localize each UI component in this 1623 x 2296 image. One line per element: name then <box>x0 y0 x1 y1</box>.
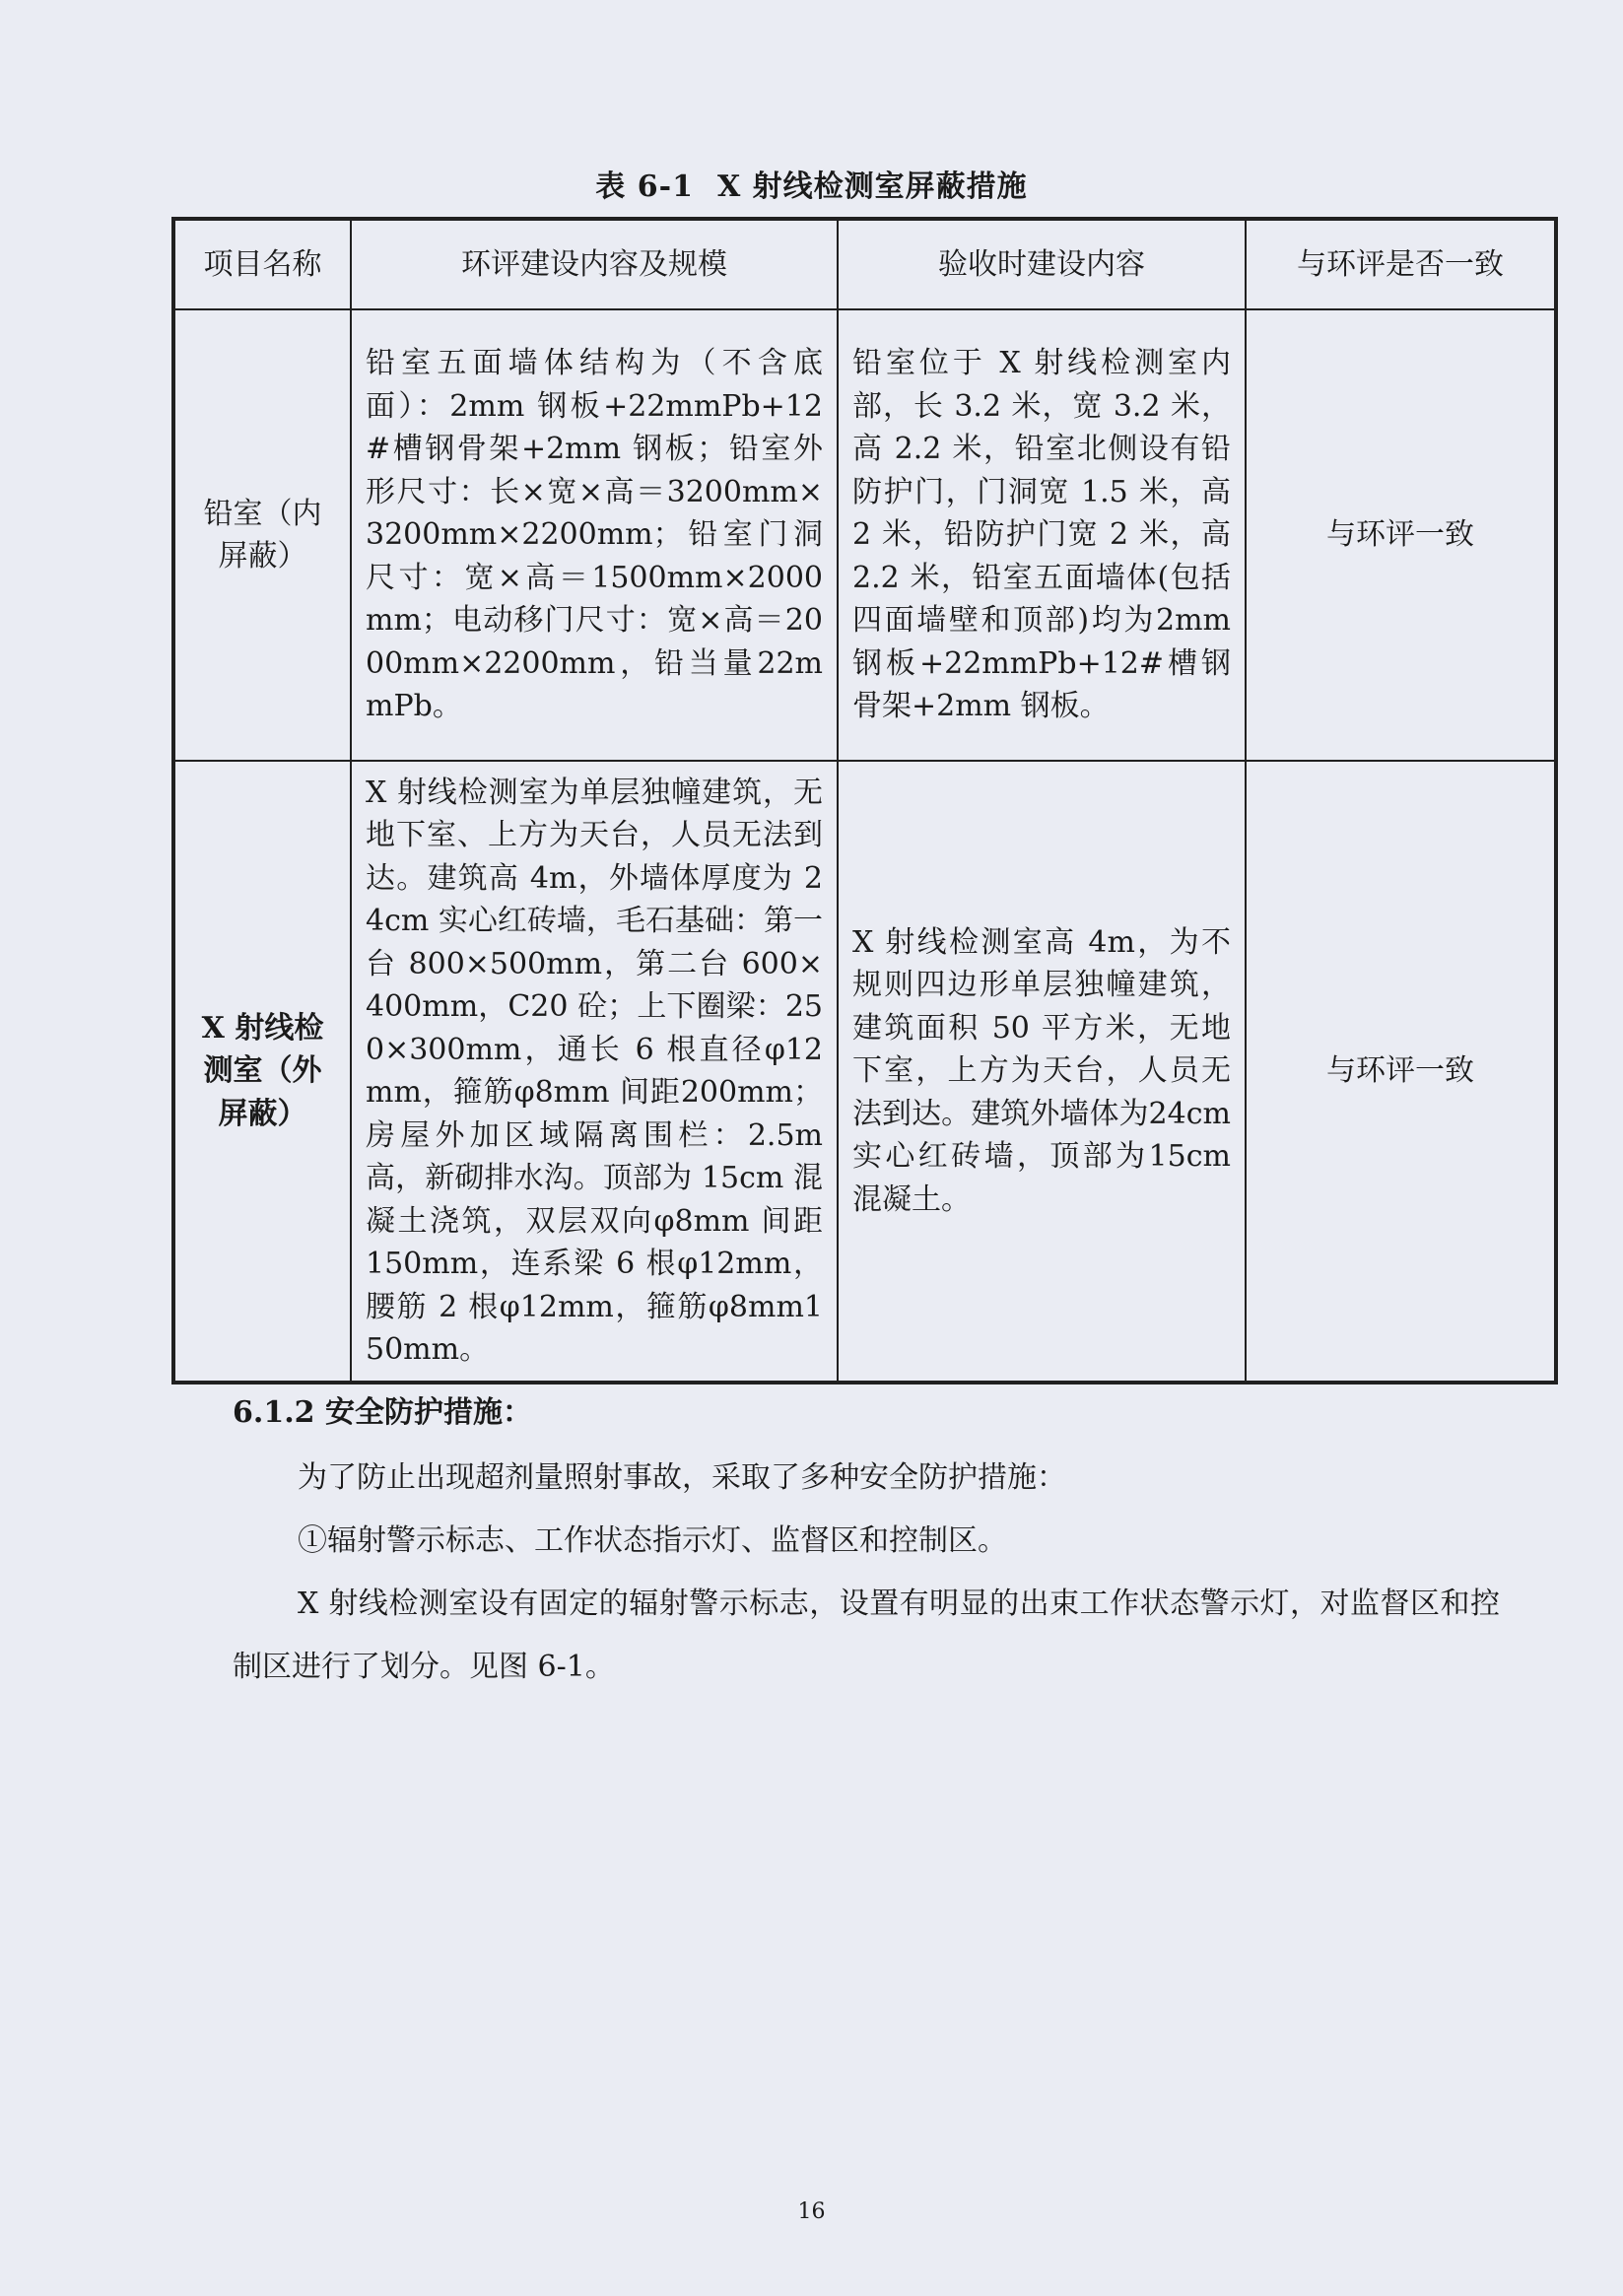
table-header-row <box>173 219 1556 309</box>
row-eia-content: X 射线检测室为单层独幢建筑，无地下室、上方为天台，人员无法到达。建筑高 4m，外墙体厚度为 24cm 实心红砖墙，毛石基础：第一台 800×500mm，第二台 600×400mm，C20 砼；上下圈梁：250×300mm，通长 6 根直径φ12mm，箍筋φ8mm 间距200mm；房屋外加区域隔离围栏：2.5m 高，新砌排水沟。顶部为 15cm 混凝土浇筑，双层双向φ8mm 间距 150mm，连系梁 6 根φ12mm，腰筋 2 根φ12mm，箍筋φ8mm150mm。 <box>351 761 838 1383</box>
row-consistency: 与环评一致 <box>1246 309 1556 761</box>
row-consistency: 与环评一致 <box>1246 761 1556 1383</box>
paragraph: 为了防止出现超剂量照射事故，采取了多种安全防护措施： <box>298 1460 1066 1495</box>
header-item-name: 项目名称 <box>173 219 351 309</box>
row-acceptance-content: 铅室位于 X 射线检测室内部，长 3.2 米，宽 3.2 米，高 2.2 米，铅室北侧设有铅防护门，门洞宽 1.5 米，高 2 米，铅防护门宽 2 米，高 2.2 米，铅室五面墙体(包括四面墙壁和顶部)均为2mm 钢板+22mmPb+12#槽钢骨架+2mm 钢板。 <box>838 309 1246 761</box>
row-name: 铅室（内屏蔽） <box>173 309 351 761</box>
shielding-table <box>171 217 1558 1384</box>
section-heading: 6.1.2 安全防护措施： <box>233 1395 532 1430</box>
header-acceptance-content: 验收时建设内容 <box>838 219 1246 309</box>
table-row <box>173 761 1556 1383</box>
header-consistency: 与环评是否一致 <box>1246 219 1556 309</box>
paragraph: X 射线检测室设有固定的辐射警示标志，设置有明显的出束工作状态警示灯，对监督区和控制区进行了划分。见图 6-1。 <box>233 1587 1500 1684</box>
row-acceptance-content: X 射线检测室高 4m，为不规则四边形单层独幢建筑，建筑面积 50 平方米，无地下室，上方为天台，人员无法到达。建筑外墙体为24cm 实心红砖墙，顶部为15cm 混凝土。 <box>838 761 1246 1383</box>
table-caption <box>0 162 1623 205</box>
table-number: 表 6-1 <box>595 169 694 204</box>
header-eia-content: 环评建设内容及规模 <box>351 219 838 309</box>
row-name: X 射线检测室（外屏蔽） <box>173 761 351 1383</box>
row-eia-content: 铅室五面墙体结构为（不含底面）：2mm 钢板+22mmPb+12#槽钢骨架+2mm 钢板；铅室外形尺寸：长×宽×高＝3200mm×3200mm×2200mm；铅室门洞尺寸：宽×高＝1500mm×2000mm；电动移门尺寸：宽×高＝2000mm×2200mm，铅当量22mmPb。 <box>351 309 838 761</box>
paragraph: ①辐射警示标志、工作状态指示灯、监督区和控制区。 <box>298 1523 1007 1558</box>
table-row <box>173 309 1556 761</box>
table-title: X 射线检测室屏蔽措施 <box>716 169 1028 204</box>
page-number: 16 <box>797 2199 826 2224</box>
